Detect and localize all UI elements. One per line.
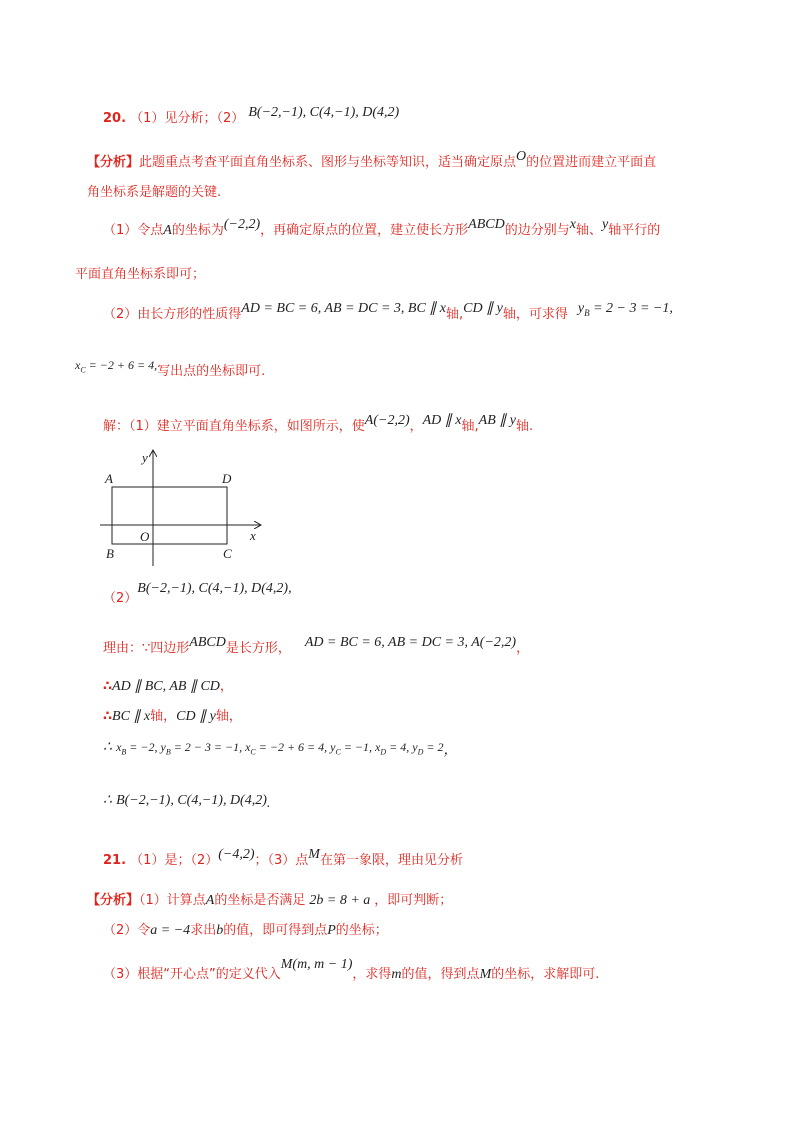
q21-analysis-eq: 2b = 8 + a xyxy=(309,893,371,908)
q20-analysis-origin: O xyxy=(516,149,527,164)
q21-answer-line xyxy=(103,847,463,870)
q21-p2: ；（3）点 xyxy=(254,853,309,868)
q20-reason-prefix: 理由：∵四边形 xyxy=(103,641,190,656)
q21-step2-line xyxy=(103,922,388,940)
q20-step1-rect: ABCD xyxy=(468,217,505,232)
therefore-symbol: ∴ xyxy=(103,679,113,694)
q20-solution-comma: ， xyxy=(409,419,423,434)
q21-number: 21. xyxy=(103,853,127,868)
coordinate-diagram xyxy=(95,448,270,568)
label-a: A xyxy=(105,471,113,486)
therefore-symbol: ∴ xyxy=(103,709,113,724)
q20-step2-axis2: 轴，可求得 xyxy=(502,307,568,322)
q20-reason-mid: 是长方形， xyxy=(225,641,291,656)
q20-step1-text5: 轴平行的 xyxy=(608,223,661,238)
q20-therefore1-line xyxy=(103,678,233,696)
q20-reason-eq: AD = BC = 6, AB = DC = 3, A(−2,2) xyxy=(304,635,517,650)
q21-step3-text1: ，求得 xyxy=(352,967,392,982)
q20-solution-axis2: 轴. xyxy=(515,419,534,434)
q20-part2-line xyxy=(103,581,292,608)
q21-step2-b: b xyxy=(216,923,224,938)
q20-step1-mid: 的坐标为 xyxy=(171,223,224,238)
q20-therefore4-eq: B(−2,−1), C(4,−1), D(4,2) xyxy=(116,793,267,808)
q20-therefore2-eq2: CD ∥ y xyxy=(176,709,216,724)
q21-step3-text3: 的坐标，求解即可. xyxy=(491,967,600,982)
q20-step2-tail: 写出点的坐标即可. xyxy=(157,364,266,379)
q20-therefore1-eq: AD ∥ BC, AB ∥ CD xyxy=(112,679,220,694)
q20-step1-prefix: （1）令点 xyxy=(103,223,164,238)
q21-step3-eq: M(m, m − 1) xyxy=(280,957,353,972)
q20-therefore3-eq: $x_B = -2$, $y_B = 2 - 3 = -1$, $x_C = -2 + 6 = 4$, $y_C = -1$, $x_D = 4$, $y_D = 2$ xyxy=(116,740,444,757)
rectangle-abcd xyxy=(112,487,227,544)
q20-therefore3-line xyxy=(103,738,457,761)
q20-number: 20. xyxy=(103,111,127,126)
q21-analysis-text1: （1）计算点 xyxy=(139,893,206,908)
q20-analysis-line1 xyxy=(87,149,657,172)
q21-step3-text2: 的值，得到点 xyxy=(401,967,480,982)
q20-step2-eq2: CD ∥ y xyxy=(463,301,503,316)
q20-therefore2-axis2: 轴， xyxy=(215,709,242,724)
q20-therefore2-eq1: BC ∥ x xyxy=(112,709,151,724)
q21-step2-prefix: （2）令 xyxy=(103,923,151,938)
q21-analysis-a: A xyxy=(205,893,215,908)
q20-step1-text3: 的边分别与 xyxy=(504,223,570,238)
q21-analysis-text2: 的坐标是否满足 xyxy=(214,893,306,908)
q20-solution-eq1: AD ∥ x xyxy=(422,413,462,428)
label-d: D xyxy=(222,471,232,486)
q20-part2-label: （2） xyxy=(103,591,138,606)
q20-step2-eq1: AD = BC = 6, AB = DC = 3, BC ∥ x xyxy=(241,301,447,316)
q21-step2-p: P xyxy=(327,923,336,938)
label-x: x xyxy=(250,528,256,543)
q21-analysis-tag: 【分析】 xyxy=(87,893,140,908)
label-c: C xyxy=(223,546,232,561)
q21-step2-text3: 的坐标； xyxy=(335,923,388,938)
therefore-symbol: ∴ xyxy=(103,793,112,808)
q20-parts: （1）见分析；（2） xyxy=(130,111,245,126)
q21-analysis-text3: ，即可判断； xyxy=(374,893,453,908)
q20-step2-line2 xyxy=(75,358,266,385)
q21-step3-line xyxy=(103,957,600,984)
q21-step3-m-point: M xyxy=(479,967,492,982)
q20-therefore3-comma: ， xyxy=(443,743,458,758)
q20-reason-rect: ABCD xyxy=(189,635,226,650)
q20-therefore1-comma: ， xyxy=(219,679,233,694)
q20-therefore2-line xyxy=(103,708,242,726)
q20-analysis-text1: 此题重点考查平面直角坐标系、图形与坐标等知识，适当确定原点 xyxy=(139,155,517,170)
q20-therefore4-period: . xyxy=(266,796,271,811)
q21-m: M xyxy=(308,847,320,862)
label-o: O xyxy=(140,529,150,544)
q20-step1-text2: ，再确定原点的位置，建立使长方形 xyxy=(260,223,469,238)
q20-solution-eq2: AB ∥ y xyxy=(478,413,516,428)
q20-solution-line xyxy=(103,413,534,436)
q21-analysis-line xyxy=(87,892,452,910)
q21-step2-text1: 求出 xyxy=(190,923,217,938)
q21-p1: （1）是；（2） xyxy=(130,853,219,868)
q20-answer: B(−2,−1), C(4,−1), D(4,2) xyxy=(248,105,400,120)
label-y: y xyxy=(142,450,148,465)
q20-step2-eq3: $y_B = 2 - 3 = -1$, xyxy=(577,301,673,318)
q20-step1-text4: 轴、 xyxy=(575,223,602,238)
q21-step3-m: m xyxy=(391,967,402,982)
label-b: B xyxy=(106,546,114,561)
q20-therefore2-axis1: 轴， xyxy=(150,709,177,724)
q20-step2-axis1: 轴, xyxy=(446,307,464,322)
q20-step2-prefix: （2）由长方形的性质得 xyxy=(103,307,242,322)
q20-step1-y: y xyxy=(601,217,609,232)
q20-solution-prefix: 解：（1）建立平面直角坐标系，如图所示，使 xyxy=(103,419,365,434)
q21-p3: 在第一象限，理由见分析 xyxy=(319,853,463,868)
q20-step2-line1 xyxy=(103,301,673,328)
q20-solution-coord: A(−2,2) xyxy=(364,413,410,428)
q20-analysis-text2: 的位置进而建立平面直 xyxy=(526,155,657,170)
q20-reason-line xyxy=(103,635,530,658)
q20-analysis-line2: 角坐标系是解题的关键. xyxy=(87,185,222,200)
q20-answer-line xyxy=(103,105,400,128)
q21-step2-eq: a = −4 xyxy=(150,923,191,938)
q20-step1-coord: (−2,2) xyxy=(223,217,261,232)
q21-coord: (−4,2) xyxy=(218,847,255,862)
therefore-symbol: ∴ xyxy=(103,740,112,755)
q20-part2-answer: B(−2,−1), C(4,−1), D(4,2), xyxy=(137,581,292,596)
q20-analysis-tag: 【分析】 xyxy=(87,155,140,170)
q21-step3-prefix: （3）根据“开心点”的定义代入 xyxy=(103,967,281,982)
q20-reason-comma: ， xyxy=(516,641,530,656)
q20-step1-line2: 平面直角坐标系即可； xyxy=(75,267,206,282)
q20-step1-x: x xyxy=(569,217,576,232)
q20-step2-xc: $x_C = -2 + 6 = 4$, xyxy=(75,358,158,375)
q20-step1-point: A xyxy=(163,223,172,238)
q21-step2-text2: 的值，即可得到点 xyxy=(223,923,328,938)
q20-therefore4-line xyxy=(103,792,270,810)
q20-solution-axis1: 轴, xyxy=(461,419,479,434)
q20-step1-line1 xyxy=(103,217,661,240)
coordinate-diagram-svg xyxy=(95,448,270,568)
